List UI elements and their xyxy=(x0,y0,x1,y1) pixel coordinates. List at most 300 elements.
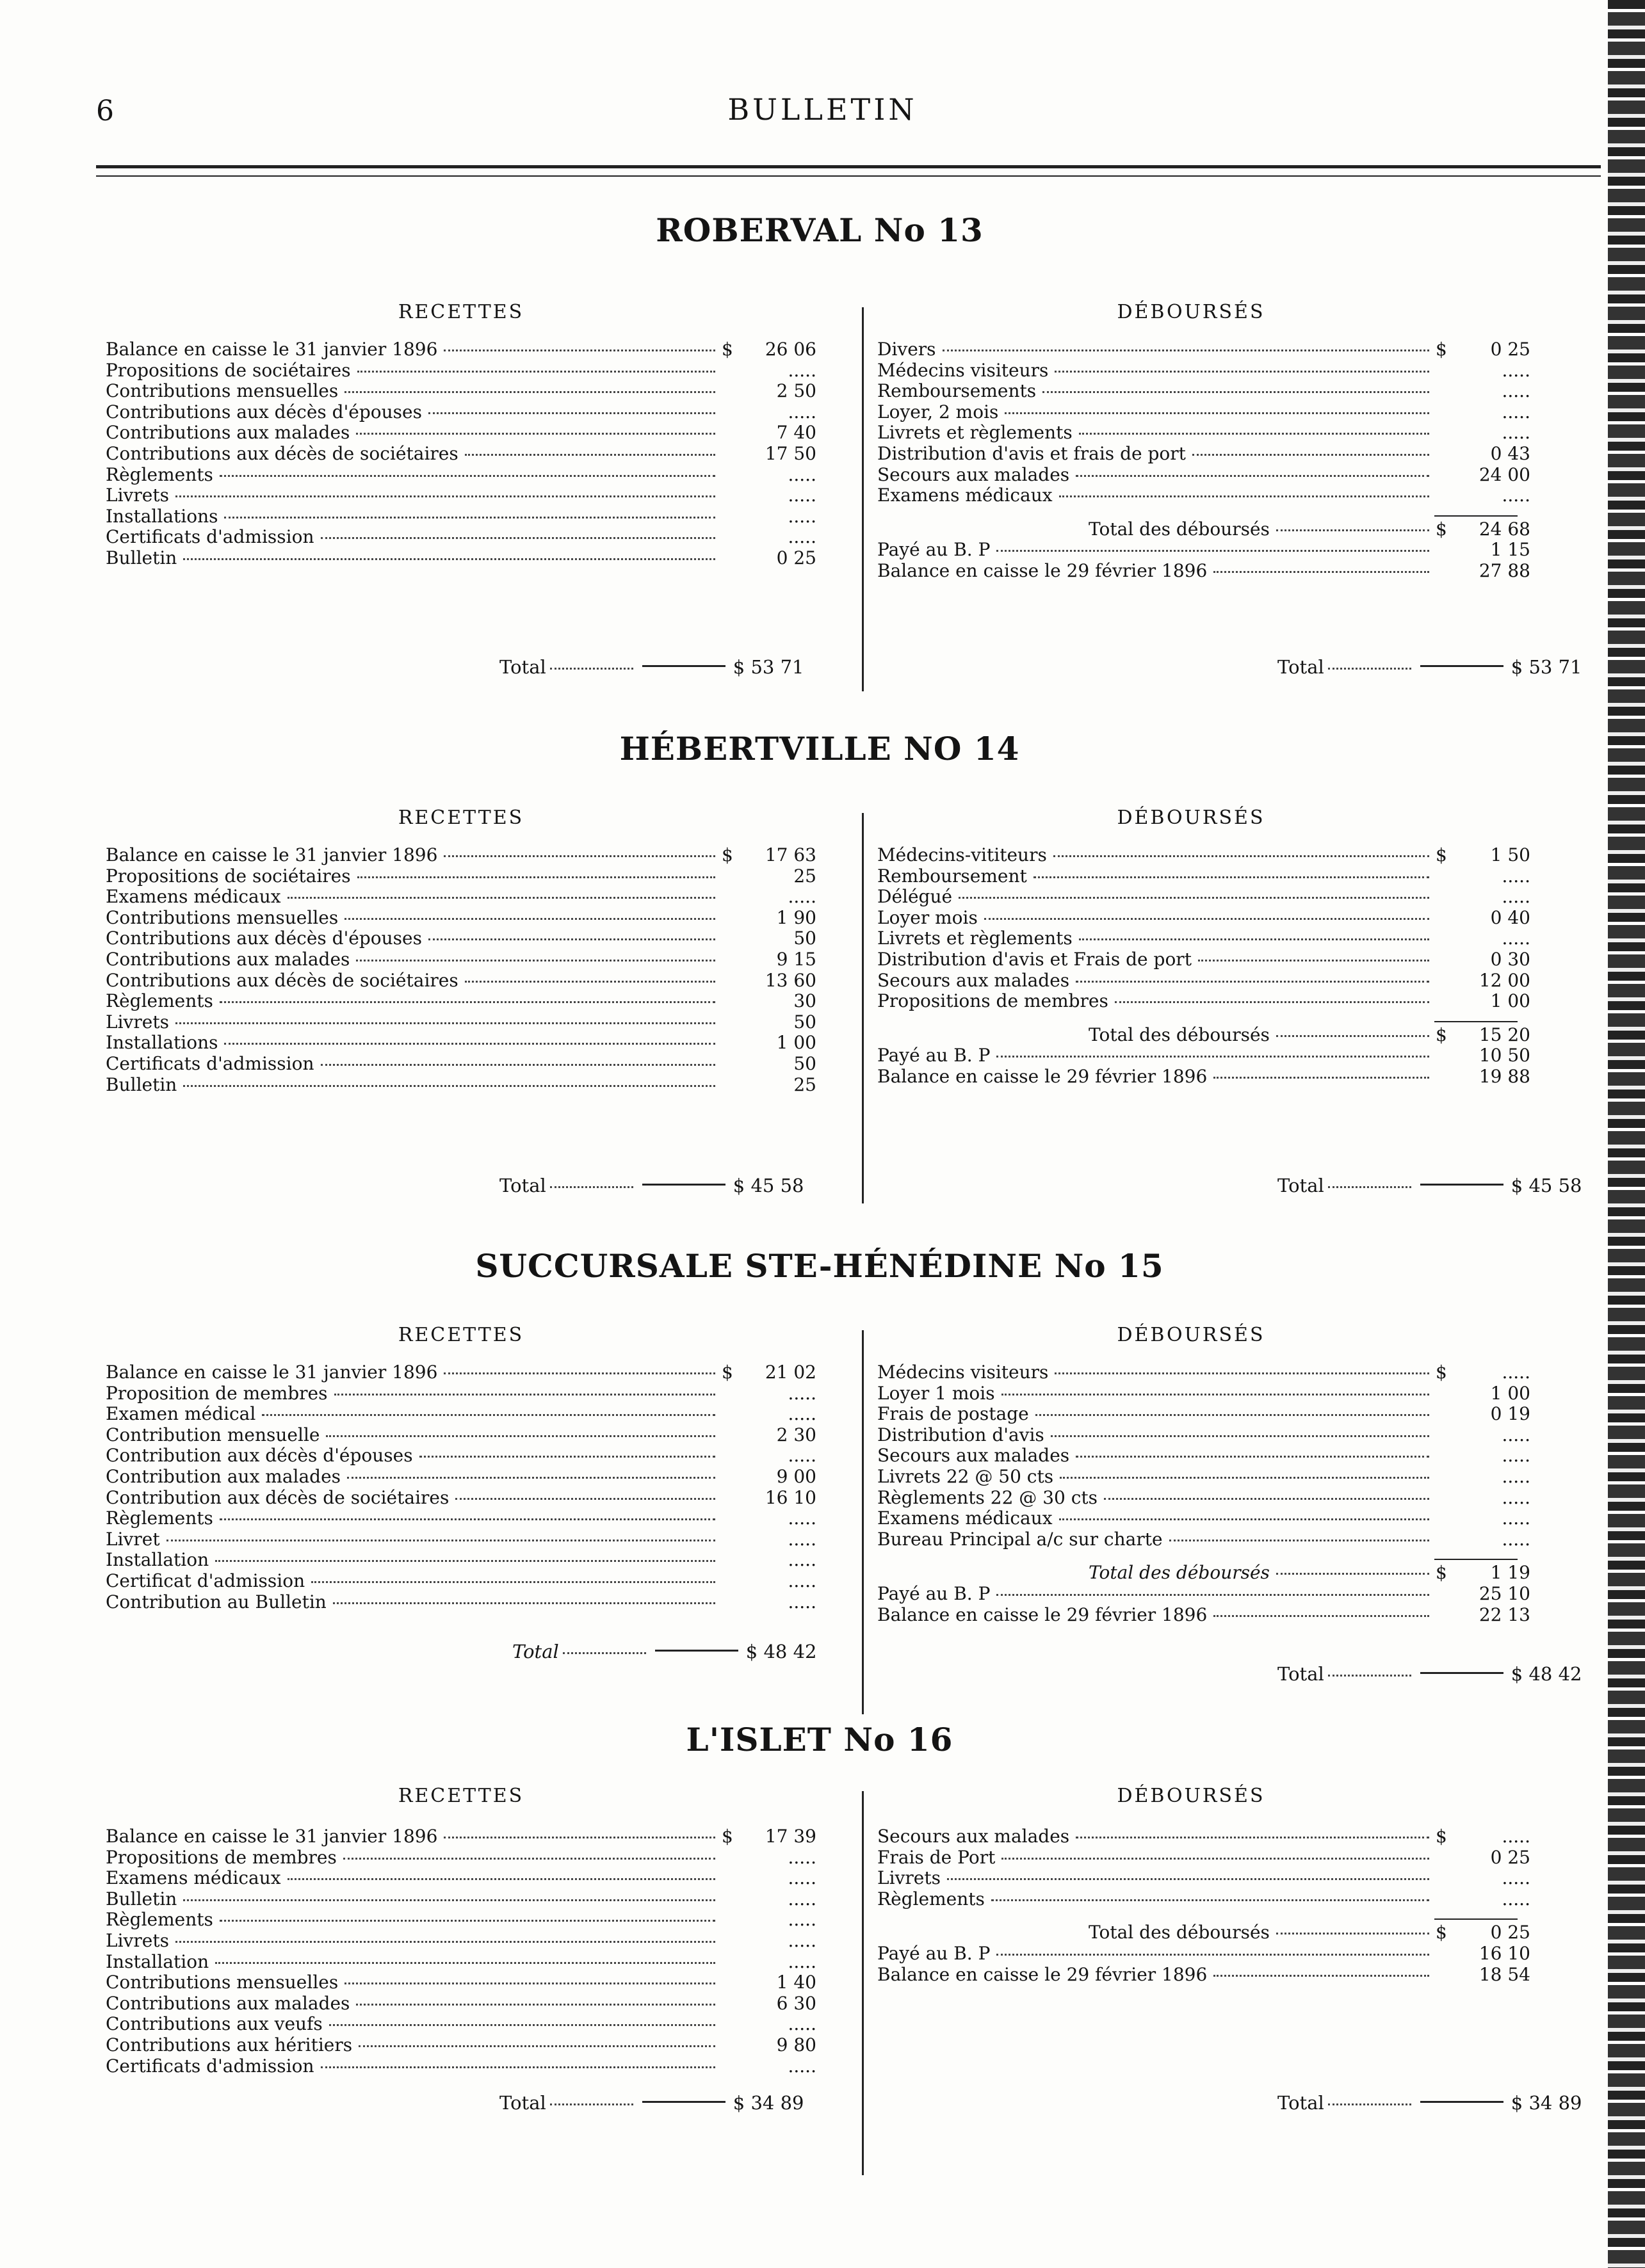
currency-sign: $ xyxy=(722,1826,733,1847)
dot-leader xyxy=(220,1001,715,1003)
row-label: Balance en caisse le 31 janvier 1896 xyxy=(106,339,438,360)
dot-leader xyxy=(1115,1001,1429,1003)
row-label: Loyer mois xyxy=(877,906,978,928)
dot-leader xyxy=(183,558,715,560)
dot-leader xyxy=(1076,475,1429,477)
subtotal-amount: 0 25 xyxy=(1490,1922,1530,1943)
row-label: Livrets xyxy=(106,1011,169,1033)
row-amount: 1 90 xyxy=(776,906,816,928)
dot-leader xyxy=(1276,1933,1429,1934)
recettes-total xyxy=(512,1641,816,1662)
subtotal-label: Total des déboursés xyxy=(1089,1024,1270,1045)
row-amount: ..... xyxy=(788,505,816,527)
currency-sign: $ xyxy=(1436,518,1447,540)
total-value: $ 48 42 xyxy=(745,1641,817,1662)
row-label: Médecins visiteurs xyxy=(877,359,1049,381)
row-label: Contributions aux veufs xyxy=(106,2013,323,2035)
row-label: Contribution au Bulletin xyxy=(106,1591,327,1613)
recettes-total xyxy=(499,2092,804,2114)
ledger-row xyxy=(106,1952,816,1973)
row-label: Examens médicaux xyxy=(877,1508,1053,1529)
debourses-subtotal xyxy=(877,1563,1530,1625)
row-label: Balance en caisse le 31 janvier 1896 xyxy=(106,844,438,865)
dot-leader xyxy=(1198,960,1429,961)
ledger-row xyxy=(877,339,1530,360)
ledger-row xyxy=(106,1571,816,1592)
row-label: Livrets et règlements xyxy=(877,928,1073,949)
row-amount: 21 02 xyxy=(765,1362,816,1383)
ledger-row xyxy=(106,1383,816,1404)
ledger-row xyxy=(106,1467,816,1488)
total-dash xyxy=(1420,1184,1503,1186)
debourses-heading: DÉBOURSÉS xyxy=(1117,1785,1265,1807)
row-amount: ..... xyxy=(788,1403,816,1425)
debourses-total xyxy=(1277,2092,1582,2114)
ledger-row xyxy=(877,360,1530,382)
row-label: Propositions de membres xyxy=(877,990,1108,1012)
ledger-row xyxy=(877,561,1530,582)
total-value: $ 34 89 xyxy=(733,2092,804,2114)
row-label: Délégué xyxy=(877,886,953,908)
row-label: Balance en caisse le 29 février 1896 xyxy=(877,559,1208,581)
debourses-list xyxy=(877,845,1530,1012)
row-label: Livrets et règlements xyxy=(877,422,1073,444)
row-amount: ..... xyxy=(1502,1362,1530,1383)
dot-leader xyxy=(356,433,715,435)
row-label: Livret xyxy=(106,1528,160,1550)
dot-leader xyxy=(1076,981,1429,983)
debourses-subtotal xyxy=(877,1025,1530,1088)
dot-leader xyxy=(419,1456,715,1458)
dot-leader xyxy=(1076,1837,1429,1838)
row-amount: ..... xyxy=(788,1846,816,1868)
row-label: Contribution aux décès d'épouses xyxy=(106,1445,413,1467)
row-label: Frais de postage xyxy=(877,1403,1029,1425)
row-amount: ..... xyxy=(788,886,816,908)
ledger-row xyxy=(106,485,816,506)
column-divider xyxy=(862,1791,864,2175)
dot-leader xyxy=(996,1594,1429,1596)
ledger-row xyxy=(106,1889,816,1910)
dot-leader xyxy=(947,1878,1429,1880)
total-value: $ 53 71 xyxy=(1511,656,1582,678)
row-label: Payé au B. P xyxy=(877,1942,991,1964)
debourses-total xyxy=(1277,1175,1582,1196)
row-label: Balance en caisse le 29 février 1896 xyxy=(877,1065,1208,1087)
dot-leader xyxy=(991,1899,1429,1901)
dot-leader xyxy=(1001,1394,1429,1395)
row-label: Règlements xyxy=(106,1909,213,1931)
dot-leader xyxy=(183,1899,715,1901)
row-label: Examens médicaux xyxy=(877,485,1053,506)
ledger-row xyxy=(877,1868,1530,1889)
total-label: Total xyxy=(512,1641,559,1662)
dot-leader xyxy=(1005,412,1429,414)
row-amount: ..... xyxy=(788,1929,816,1951)
row-amount: 1 15 xyxy=(1490,539,1530,561)
section-title: L'ISLET No 16 xyxy=(686,1721,953,1758)
row-amount: 17 50 xyxy=(765,442,816,464)
dot-leader xyxy=(175,1941,715,1943)
dot-leader xyxy=(444,350,715,351)
ledger-row xyxy=(877,845,1530,866)
row-amount: ..... xyxy=(788,2013,816,2035)
debourses-heading: DÉBOURSÉS xyxy=(1117,807,1265,829)
subtotal-label: Total des déboursés xyxy=(1089,1562,1270,1584)
total-label: Total xyxy=(1277,2092,1324,2114)
row-amount: ..... xyxy=(788,1382,816,1404)
dot-leader xyxy=(262,1414,715,1416)
subtotal-rule xyxy=(1434,1918,1518,1920)
ledger-row xyxy=(106,1592,816,1613)
ledger-row xyxy=(106,1445,816,1467)
ledger-row xyxy=(877,1847,1530,1869)
subtotal-amount: 24 68 xyxy=(1479,518,1530,540)
subtotal-amount: 1 19 xyxy=(1490,1562,1530,1584)
row-label: Certificats d'admission xyxy=(106,2055,314,2077)
dot-leader xyxy=(183,1085,715,1087)
ledger-row xyxy=(106,970,816,992)
dot-leader xyxy=(1059,1518,1429,1520)
row-label: Certificats d'admission xyxy=(106,526,314,548)
subtotal-rule xyxy=(1434,1021,1518,1022)
total-label: Total xyxy=(1277,1175,1324,1196)
dot-leader xyxy=(1192,454,1429,456)
dot-leader xyxy=(996,1056,1429,1058)
total-label: Total xyxy=(1277,656,1324,678)
ledger-row xyxy=(106,506,816,527)
row-amount: ..... xyxy=(1502,359,1530,381)
row-amount: ..... xyxy=(788,1867,816,1889)
row-label: Proposition de membres xyxy=(106,1382,328,1404)
row-label: Balance en caisse le 29 février 1896 xyxy=(877,1604,1208,1625)
row-amount: 7 40 xyxy=(776,422,816,444)
row-amount: 0 19 xyxy=(1490,1403,1530,1425)
dot-leader xyxy=(1055,1372,1429,1374)
row-label: Payé au B. P xyxy=(877,539,991,561)
subtotal-row xyxy=(877,1025,1530,1046)
ledger-row xyxy=(877,928,1530,949)
dot-leader xyxy=(1213,1615,1429,1617)
ledger-row xyxy=(877,908,1530,929)
subtotal-label: Total des déboursés xyxy=(1089,518,1270,540)
row-amount: 0 43 xyxy=(1490,442,1530,464)
ledger-row xyxy=(106,1993,816,2015)
dot-leader xyxy=(1033,876,1429,878)
row-amount: ..... xyxy=(788,463,816,485)
dot-leader xyxy=(288,897,715,899)
ledger-row xyxy=(877,422,1530,444)
row-label: Secours aux malades xyxy=(877,1826,1070,1847)
row-amount: ..... xyxy=(1502,928,1530,949)
dot-leader xyxy=(329,2024,715,2026)
header-rule-thin xyxy=(96,175,1601,177)
ledger-row xyxy=(106,845,816,866)
header-rule xyxy=(96,165,1601,168)
dot-leader xyxy=(1051,1435,1429,1437)
recettes-total xyxy=(499,656,804,678)
dot-leader xyxy=(1055,371,1429,373)
recettes-list xyxy=(106,1362,816,1613)
total-dash xyxy=(1420,1672,1503,1674)
row-label: Contributions mensuelles xyxy=(106,380,339,402)
ledger-row xyxy=(106,360,816,382)
dot-leader xyxy=(326,1435,715,1437)
ledger-row xyxy=(877,485,1530,506)
row-label: Propositions de sociétaires xyxy=(106,865,351,887)
total-value: $ 45 58 xyxy=(1511,1175,1582,1196)
dot-leader xyxy=(465,454,715,456)
recettes-list xyxy=(106,845,816,1095)
row-label: Contribution mensuelle xyxy=(106,1424,320,1445)
row-amount: 9 00 xyxy=(776,1465,816,1487)
ledger-row xyxy=(106,1054,816,1075)
column-divider xyxy=(862,1330,864,1714)
ledger-row xyxy=(106,991,816,1012)
total-dash xyxy=(1420,2101,1503,2103)
ledger-row xyxy=(877,949,1530,970)
row-label: Bulletin xyxy=(106,547,177,568)
row-amount: ..... xyxy=(1502,1465,1530,1487)
ledger-row xyxy=(877,402,1530,423)
row-amount: 1 40 xyxy=(776,1972,816,1993)
recettes-list xyxy=(106,1826,816,2077)
ledger-row xyxy=(106,1425,816,1446)
row-label: Livrets xyxy=(106,1929,169,1951)
row-amount: 0 25 xyxy=(776,547,816,568)
row-amount: ..... xyxy=(788,1570,816,1591)
ledger-row xyxy=(106,2056,816,2077)
total-label: Total xyxy=(499,1175,546,1196)
section-title: HÉBERTVILLE NO 14 xyxy=(619,730,1020,768)
debourses-total xyxy=(1277,1663,1582,1685)
dot-leader xyxy=(356,960,715,961)
subtotal-row xyxy=(877,519,1530,540)
row-amount: 26 06 xyxy=(765,339,816,360)
row-amount: ..... xyxy=(1502,886,1530,908)
dot-leader xyxy=(996,550,1429,552)
debourses-heading: DÉBOURSÉS xyxy=(1117,1324,1265,1346)
row-label: Médecins visiteurs xyxy=(877,1362,1049,1383)
ledger-row xyxy=(106,1847,816,1869)
ledger-row xyxy=(106,402,816,423)
row-label: Règlements xyxy=(106,1508,213,1529)
ledger-row xyxy=(877,1362,1530,1383)
total-dash xyxy=(642,665,725,667)
dot-leader xyxy=(1104,1498,1429,1500)
row-amount: ..... xyxy=(788,1909,816,1931)
recettes-heading: RECETTES xyxy=(398,807,524,829)
row-label: Remboursements xyxy=(877,380,1037,402)
dot-leader xyxy=(356,2004,715,2006)
total-label: Total xyxy=(1277,1663,1324,1685)
ledger-row xyxy=(877,1529,1530,1550)
currency-sign: $ xyxy=(1436,1362,1447,1383)
row-label: Secours aux malades xyxy=(877,1445,1070,1467)
dot-leader xyxy=(1076,1456,1429,1458)
row-amount: ..... xyxy=(788,1445,816,1467)
total-value: $ 34 89 xyxy=(1511,2092,1582,2114)
row-amount: ..... xyxy=(1502,1445,1530,1467)
row-label: Propositions de membres xyxy=(106,1846,337,1868)
row-amount: 9 15 xyxy=(776,948,816,970)
ledger-row xyxy=(106,1404,816,1425)
row-amount: 6 30 xyxy=(776,1992,816,2014)
row-amount: ..... xyxy=(788,1888,816,1910)
row-label: Bulletin xyxy=(106,1888,177,1910)
recettes-heading: RECETTES xyxy=(398,1324,524,1346)
row-label: Contributions mensuelles xyxy=(106,906,339,928)
row-amount: 25 xyxy=(793,865,816,887)
dot-leader xyxy=(321,2066,716,2068)
currency-sign: $ xyxy=(1436,1024,1447,1045)
ledger-row xyxy=(877,1045,1530,1066)
row-label: Loyer 1 mois xyxy=(877,1382,995,1404)
row-label: Certificat d'admission xyxy=(106,1570,305,1591)
dot-leader xyxy=(550,2103,633,2105)
row-label: Payé au B. P xyxy=(877,1582,991,1604)
total-value: $ 48 42 xyxy=(1511,1663,1582,1685)
dot-leader xyxy=(943,350,1429,351)
row-label: Livrets xyxy=(106,485,169,506)
ledger-row xyxy=(877,991,1530,1012)
dot-leader xyxy=(1328,1675,1411,1677)
dot-leader xyxy=(224,1043,715,1045)
row-label: Installations xyxy=(106,505,218,527)
dot-leader xyxy=(321,537,716,539)
row-label: Contributions aux malades xyxy=(106,948,350,970)
subtotal-row xyxy=(877,1922,1530,1943)
currency-sign: $ xyxy=(1436,339,1447,360)
row-amount: ..... xyxy=(1502,380,1530,402)
ledger-row xyxy=(106,1910,816,1931)
row-label: Bulletin xyxy=(106,1074,177,1095)
dot-leader xyxy=(444,1837,715,1838)
subtotal-amount: 15 20 xyxy=(1479,1024,1530,1045)
total-dash xyxy=(642,1184,725,1186)
total-dash xyxy=(655,1650,738,1652)
dot-leader xyxy=(550,668,633,670)
row-amount: 1 00 xyxy=(1490,1382,1530,1404)
total-value: $ 45 58 xyxy=(733,1175,804,1196)
row-amount: 30 xyxy=(793,990,816,1012)
ledger-row xyxy=(877,1965,1530,1986)
row-amount: 2 30 xyxy=(776,1424,816,1445)
row-label: Règlements xyxy=(877,1888,985,1910)
row-amount: ..... xyxy=(788,2055,816,2077)
row-amount: 50 xyxy=(793,1011,816,1033)
recettes-list xyxy=(106,339,816,569)
dot-leader xyxy=(444,855,715,857)
ledger-row xyxy=(877,1943,1530,1965)
running-title: BULLETIN xyxy=(727,92,918,127)
subtotal-rule xyxy=(1434,515,1518,517)
row-label: Livrets 22 @ 50 cts xyxy=(877,1465,1054,1487)
row-amount: 1 50 xyxy=(1490,844,1530,865)
row-amount: 50 xyxy=(793,928,816,949)
currency-sign: $ xyxy=(722,1362,733,1383)
row-amount: 1 00 xyxy=(1490,990,1530,1012)
debourses-subtotal xyxy=(877,519,1530,582)
row-label: Contributions aux décès de sociétaires xyxy=(106,969,458,991)
row-label: Examens médicaux xyxy=(106,1867,281,1889)
ledger-row xyxy=(106,1488,816,1509)
ledger-row xyxy=(877,381,1530,402)
dot-leader xyxy=(1328,1186,1411,1188)
row-label: Distribution d'avis et Frais de port xyxy=(877,948,1192,970)
dot-leader xyxy=(444,1372,715,1374)
dot-leader xyxy=(1213,1077,1429,1079)
row-amount: 22 13 xyxy=(1479,1604,1530,1625)
row-label: Examen médical xyxy=(106,1403,256,1425)
ledger-row xyxy=(106,1508,816,1529)
ledger-row xyxy=(877,1508,1530,1529)
row-amount: ..... xyxy=(788,401,816,422)
row-amount: 50 xyxy=(793,1052,816,1074)
ledger-row xyxy=(106,866,816,887)
ledger-row xyxy=(106,1012,816,1033)
debourses-list xyxy=(877,339,1530,506)
row-label: Secours aux malades xyxy=(877,969,1070,991)
ledger-row xyxy=(877,540,1530,561)
ledger-row xyxy=(106,527,816,548)
column-divider xyxy=(862,307,864,691)
dot-leader xyxy=(166,1540,715,1541)
page-number: 6 xyxy=(96,95,114,127)
dot-leader xyxy=(1213,1975,1429,1977)
section-title: SUCCURSALE STE-HÉNÉDINE No 15 xyxy=(475,1247,1164,1285)
row-amount: 12 00 xyxy=(1479,969,1530,991)
ledger-row xyxy=(106,2035,816,2056)
dot-leader xyxy=(1213,571,1429,573)
ledger-row xyxy=(106,908,816,929)
ledger-row xyxy=(106,422,816,444)
total-value: $ 53 71 xyxy=(733,656,804,678)
row-amount: 0 30 xyxy=(1490,948,1530,970)
subtotal-rule xyxy=(1434,1559,1518,1560)
ledger-row xyxy=(877,465,1530,486)
ledger-row xyxy=(877,970,1530,992)
row-amount: 1 00 xyxy=(776,1032,816,1054)
row-amount: 25 10 xyxy=(1479,1582,1530,1604)
recettes-heading: RECETTES xyxy=(398,1785,524,1807)
row-amount: ..... xyxy=(1502,1508,1530,1529)
ledger-row xyxy=(106,381,816,402)
row-amount: 13 60 xyxy=(765,969,816,991)
total-dash xyxy=(642,2101,725,2103)
row-label: Secours aux malades xyxy=(877,463,1070,485)
ledger-row xyxy=(106,548,816,569)
dot-leader xyxy=(334,1394,716,1395)
row-label: Règlements 22 @ 30 cts xyxy=(877,1486,1098,1508)
ledger-row xyxy=(106,444,816,465)
dot-leader xyxy=(175,1022,715,1024)
row-label: Contributions aux décès d'épouses xyxy=(106,401,422,422)
dot-leader xyxy=(311,1581,715,1583)
ledger-row xyxy=(877,1404,1530,1425)
row-amount: ..... xyxy=(1502,1424,1530,1445)
row-label: Examens médicaux xyxy=(106,886,281,908)
dot-leader xyxy=(1328,668,1411,670)
dot-leader xyxy=(357,876,715,878)
ledger-row xyxy=(106,1931,816,1952)
dot-leader xyxy=(175,495,715,497)
dot-leader xyxy=(344,391,715,393)
dot-leader xyxy=(1276,1573,1429,1575)
dot-leader xyxy=(984,918,1429,920)
dot-leader xyxy=(220,1920,715,1922)
ledger-row xyxy=(877,1383,1530,1404)
